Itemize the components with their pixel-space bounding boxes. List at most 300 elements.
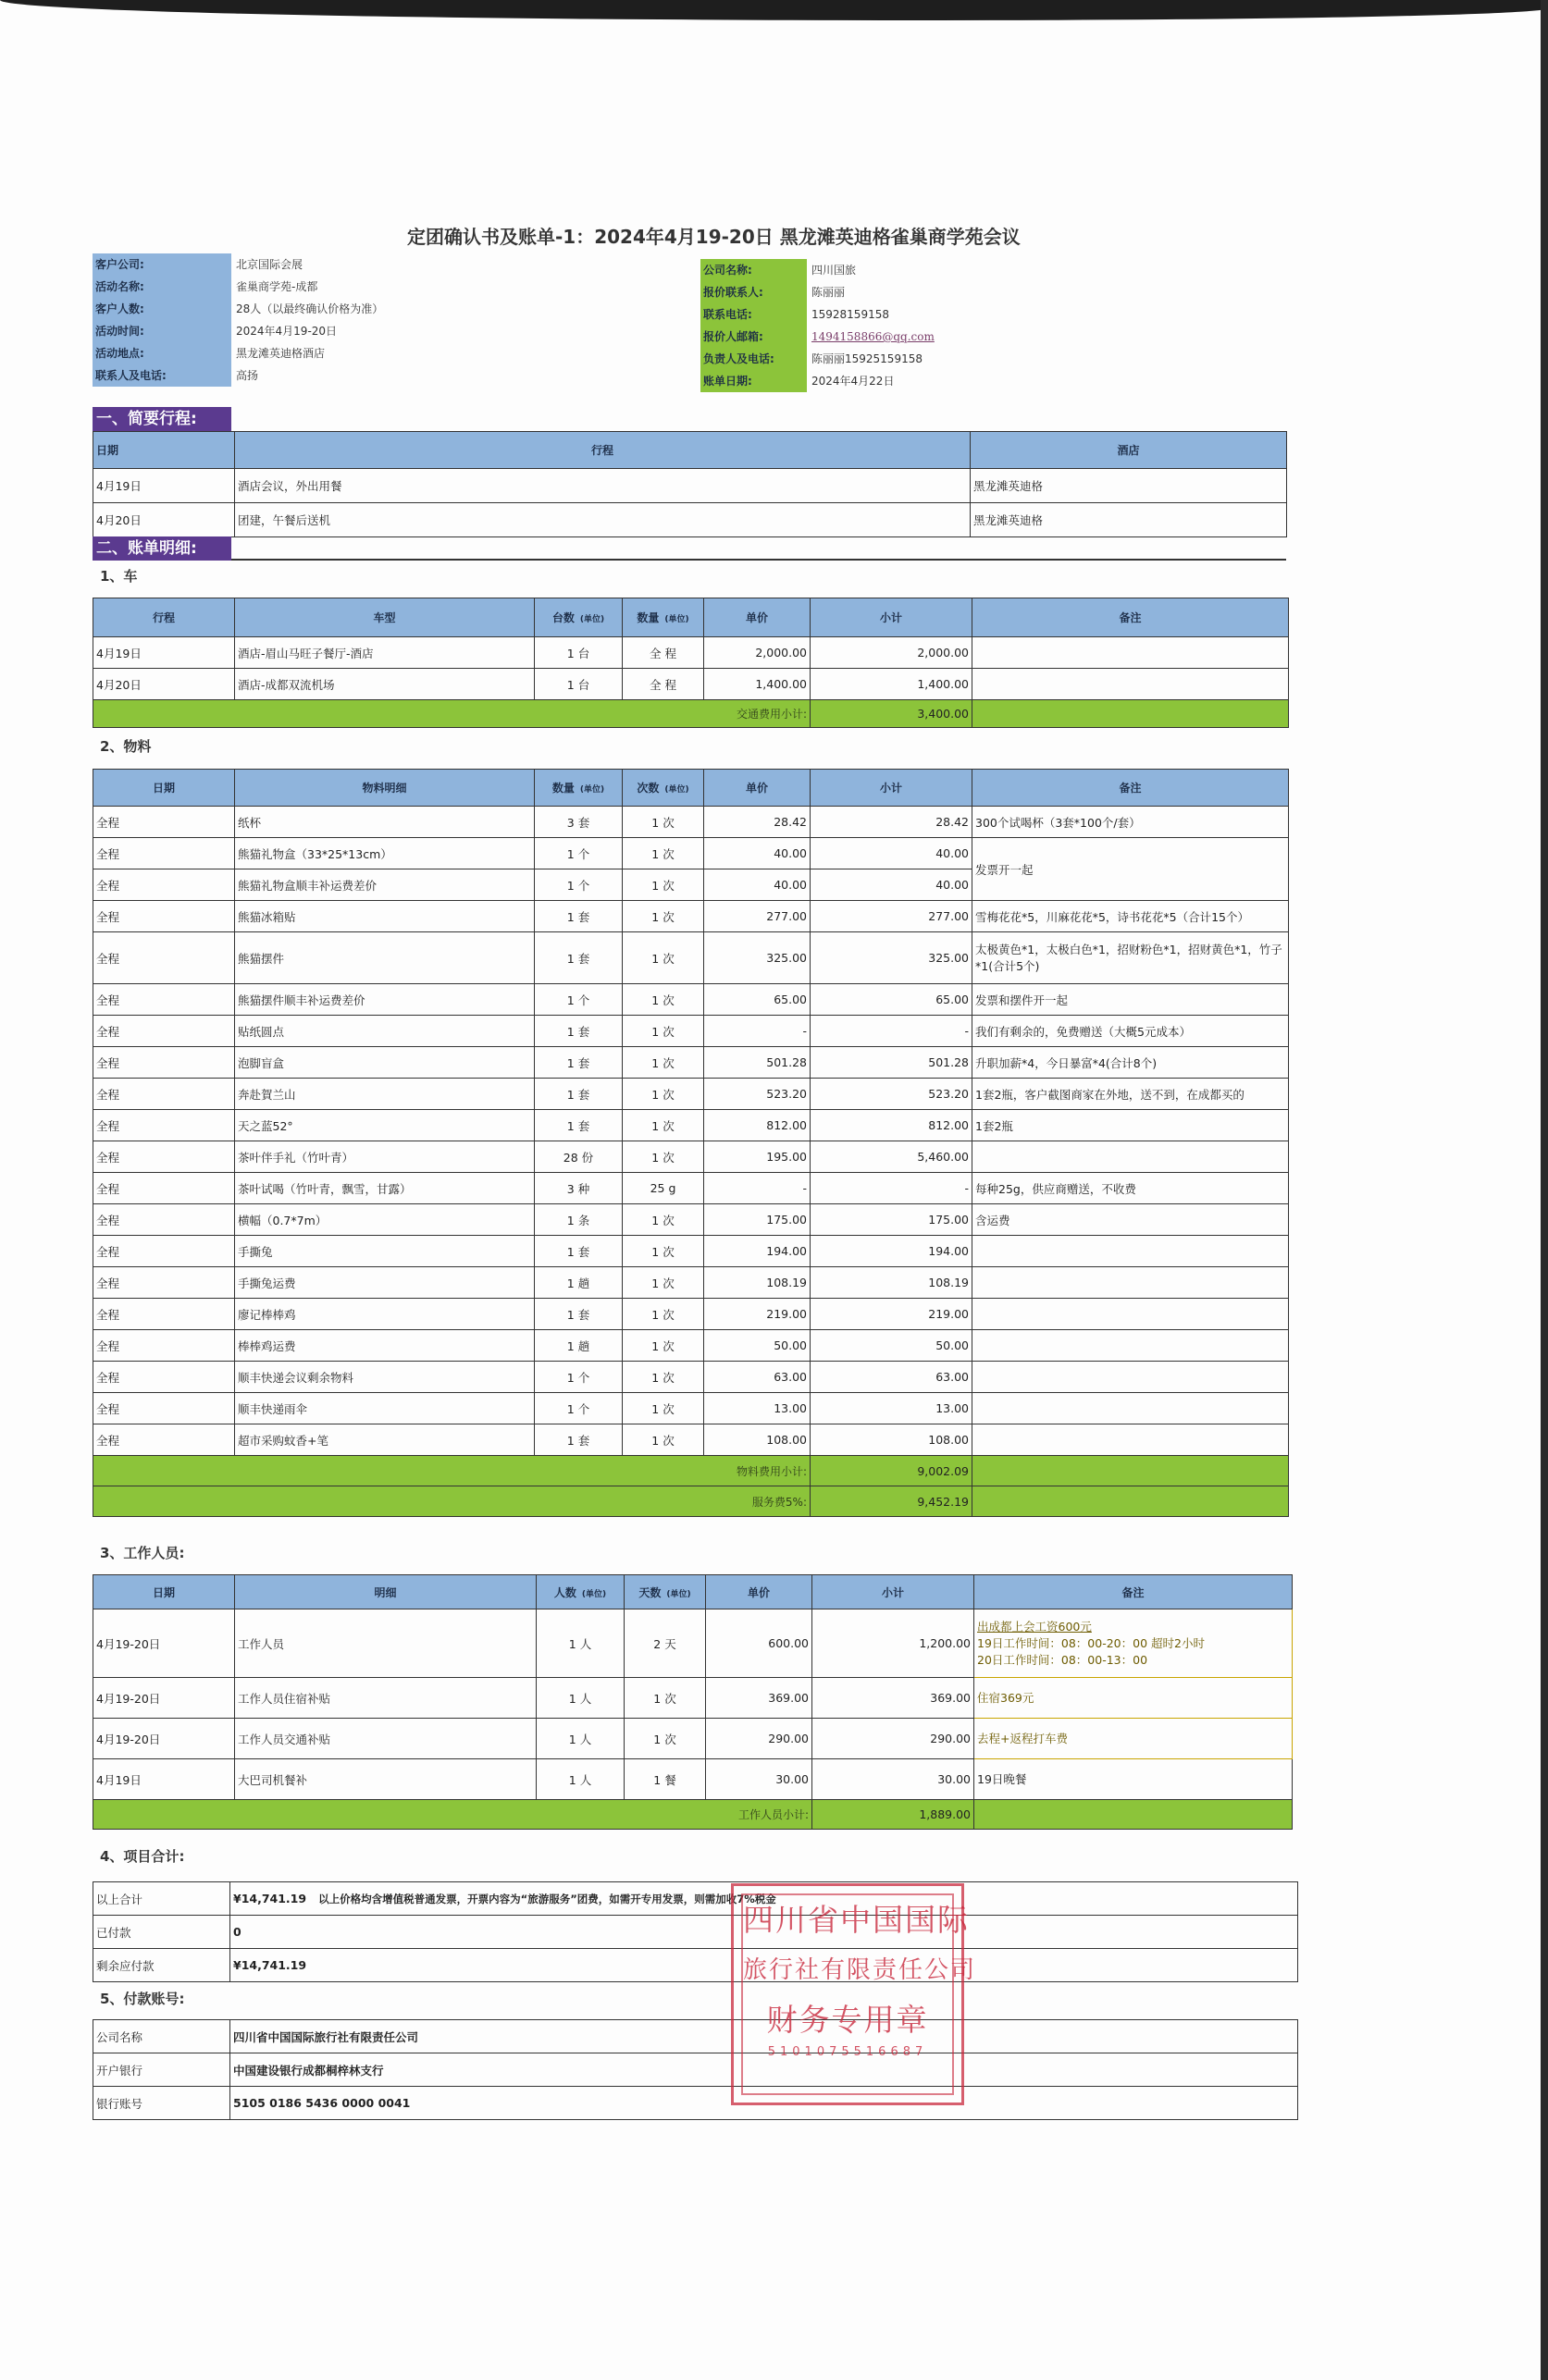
stamp-line: 四川省中国国际 [743,1902,970,1938]
column-header [623,770,704,807]
material-times: 1 次 [623,1079,704,1110]
material-qty: 1 个 [535,838,623,869]
totals-heading: 4、项目合计: [100,1848,185,1865]
staff-people: 1 人 [537,1719,625,1759]
payment-table [93,2019,1298,2120]
column-header: 日期 [93,432,235,469]
materials-table [93,769,1289,1517]
table-row [93,2053,1298,2087]
agency-company: 四川国旅 [811,264,857,277]
material-date: 全程 [93,1173,235,1204]
remaining-label: 剩余应付款 [93,1949,230,1982]
material-price: - [704,1016,811,1047]
table-row [93,637,1289,669]
column-header: 物料明细 [235,770,535,807]
material-subtotal: 13.00 [811,1393,972,1424]
header-label: 数量 [551,782,575,795]
column-header: 单价 [706,1575,812,1609]
table-row [93,1759,1293,1800]
staff-people: 1 人 [537,1759,625,1800]
service-fee-row [93,1486,1289,1517]
event-date: 2024年4月19-20日 [236,325,338,338]
car-price: 1,400.00 [704,669,811,700]
table-row [93,1719,1293,1759]
material-remark [972,1299,1289,1330]
column-header [623,598,704,637]
staff-people: 1 人 [537,1609,625,1678]
material-price: 40.00 [704,869,811,901]
staff-days: 2 天 [625,1609,706,1678]
material-price: 65.00 [704,984,811,1016]
material-price: 277.00 [704,901,811,932]
table-row [93,1609,1293,1678]
material-subtotal: 40.00 [811,869,972,901]
divider [231,559,1286,561]
material-remark: 含运费 [972,1204,1289,1236]
staff-date: 4月19日 [93,1759,235,1800]
material-date: 全程 [93,1047,235,1079]
material-name: 泡脚盲盒 [235,1047,535,1079]
staff-remark [974,1609,1293,1678]
table-row [93,669,1289,700]
material-qty: 1 个 [535,1393,623,1424]
service-fee-label: 服务费5%: [93,1486,811,1517]
material-times: 1 次 [623,1299,704,1330]
empty-cell [974,1800,1293,1830]
client-label: 联系人及电话: [95,369,167,382]
agency-manager: 陈丽丽15925159158 [811,352,923,365]
material-name: 手撕兔运费 [235,1267,535,1299]
material-price: 501.28 [704,1047,811,1079]
client-label: 活动时间: [95,325,144,338]
itinerary-hotel: 黑龙滩英迪格 [971,469,1287,503]
table-row [93,1393,1289,1424]
material-name: 棒棒鸡运费 [235,1330,535,1362]
column-header: 小计 [811,598,972,637]
agency-info [700,259,1089,394]
material-qty: 3 套 [535,807,623,838]
itinerary-date: 4月19日 [93,469,235,503]
stamp-line: 财务专用章 [766,2002,929,2038]
cars-subtotal-label: 交通费用小计: [93,700,811,728]
staff-detail: 工作人员 [235,1609,537,1678]
company-name-label: 公司名称 [93,2020,230,2053]
unit-tag: (单位) [664,615,689,624]
staff-date: 4月19-20日 [93,1609,235,1678]
itinerary-route: 团建，午餐后送机 [235,503,971,537]
staff-subtotal: 30.00 [812,1759,974,1800]
car-type: 酒店-成都双流机场 [235,669,535,700]
section-bill-heading: 二、账单明细: [93,536,231,561]
material-date: 全程 [93,1299,235,1330]
column-header [535,598,623,637]
staff-price: 369.00 [706,1678,812,1719]
material-price: 108.00 [704,1424,811,1456]
material-remark [972,1362,1289,1393]
material-date: 全程 [93,1110,235,1141]
material-subtotal: 108.00 [811,1424,972,1456]
material-name: 熊猫摆件 [235,932,535,984]
material-name: 手撕兔 [235,1236,535,1267]
table-row [93,1141,1289,1173]
table-row [93,1362,1289,1393]
material-price: 219.00 [704,1299,811,1330]
stamp-code: 5101075516687 [767,2045,928,2059]
material-subtotal: 501.28 [811,1047,972,1079]
header-label: 天数 [638,1585,662,1599]
material-date: 全程 [93,1330,235,1362]
cars-heading: 1、车 [100,568,138,585]
remark-line: 19日工作时间：08：00-20：00 超时2小时 [977,1635,1205,1650]
material-times: 1 次 [623,1141,704,1173]
car-count: 1 台 [535,669,623,700]
material-times: 1 次 [623,1204,704,1236]
material-name: 贴纸圆点 [235,1016,535,1047]
material-remark: 300个试喝杯（3套*100个/套） [972,807,1289,838]
material-price: 63.00 [704,1362,811,1393]
materials-heading: 2、物料 [100,738,152,755]
material-date: 全程 [93,838,235,869]
material-name: 茶叶试喝（竹叶青，飘雪，甘露） [235,1173,535,1204]
material-name: 廖记棒棒鸡 [235,1299,535,1330]
material-remark [972,1393,1289,1424]
material-name: 熊猫冰箱贴 [235,901,535,932]
material-date: 全程 [93,1141,235,1173]
client-label: 客户人数: [95,302,144,315]
material-date: 全程 [93,1362,235,1393]
table-row [93,1204,1289,1236]
table-row [93,1424,1289,1456]
table-row [93,2087,1298,2120]
staff-price: 600.00 [706,1609,812,1678]
agency-label: 报价联系人: [703,286,763,299]
staff-price: 290.00 [706,1719,812,1759]
staff-heading: 3、工作人员: [100,1545,185,1561]
agency-email-link[interactable]: 1494158866@qq.com [811,330,935,343]
unit-tag: (单位) [579,785,605,795]
material-times: 1 次 [623,901,704,932]
material-name: 天之蓝52° [235,1110,535,1141]
material-name: 超市采购蚊香+笔 [235,1424,535,1456]
staff-date: 4月19-20日 [93,1678,235,1719]
column-header: 车型 [235,598,535,637]
material-date: 全程 [93,1267,235,1299]
material-remark: 升职加薪*4，今日暴富*4(合计8个) [972,1047,1289,1079]
agency-label: 公司名称: [703,264,752,277]
material-times: 1 次 [623,1267,704,1299]
material-name: 顺丰快递会议剩余物料 [235,1362,535,1393]
staff-remark [974,1719,1293,1759]
material-price: 108.19 [704,1267,811,1299]
remark-line: 19日晚餐 [977,1771,1027,1786]
material-name: 横幅（0.7*7m） [235,1204,535,1236]
table-row [93,984,1289,1016]
agency-info-labels [700,259,807,392]
material-times: 1 次 [623,1424,704,1456]
material-times: 1 次 [623,932,704,984]
material-qty: 1 套 [535,1299,623,1330]
account-label: 银行账号 [93,2087,230,2120]
material-times: 1 次 [623,984,704,1016]
material-remark [972,1424,1289,1456]
table-row [93,1173,1289,1204]
material-subtotal: 325.00 [811,932,972,984]
car-count: 1 台 [535,637,623,669]
material-qty: 1 个 [535,869,623,901]
material-date: 全程 [93,932,235,984]
staff-detail: 大巴司机餐补 [235,1759,537,1800]
material-subtotal: 63.00 [811,1362,972,1393]
material-subtotal: - [811,1016,972,1047]
staff-table [93,1574,1293,1830]
material-qty: 1 趟 [535,1267,623,1299]
material-times: 1 次 [623,838,704,869]
material-times: 1 次 [623,1016,704,1047]
staff-days: 1 次 [625,1678,706,1719]
material-price: 194.00 [704,1236,811,1267]
empty-cell [972,1486,1289,1517]
header-label: 台数 [551,611,575,624]
account-number: 5105 0186 5436 0000 0041 [230,2087,1298,2120]
car-subtotal: 1,400.00 [811,669,972,700]
document-title: 定团确认书及账单-1：2024年4月19-20日 黑龙滩英迪格雀巢商学苑会议 [407,226,1021,248]
material-times: 1 次 [623,1362,704,1393]
table-row [93,1079,1289,1110]
column-header: 单价 [704,770,811,807]
table-row [93,1267,1289,1299]
material-qty: 1 趟 [535,1330,623,1362]
bank-label: 开户银行 [93,2053,230,2087]
client-info [93,253,481,388]
subtotal-row [93,700,1289,728]
table-row [93,1882,1298,1916]
material-date: 全程 [93,1016,235,1047]
payment-heading: 5、付款账号: [100,1991,185,2007]
material-name: 熊猫礼物盒顺丰补运费差价 [235,869,535,901]
column-header: 日期 [93,1575,235,1609]
column-header: 日期 [93,770,235,807]
material-date: 全程 [93,869,235,901]
column-header: 备注 [972,598,1289,637]
material-name: 熊猫摆件顺丰补运费差价 [235,984,535,1016]
table-row [93,1678,1293,1719]
car-type: 酒店-眉山马旺子餐厅-酒店 [235,637,535,669]
bank-value: 中国建设银行成都桐梓林支行 [230,2053,1298,2087]
material-name: 顺丰快递雨伞 [235,1393,535,1424]
material-date: 全程 [93,1393,235,1424]
unit-tag: (单位) [581,1589,607,1599]
material-price: 50.00 [704,1330,811,1362]
material-qty: 1 个 [535,984,623,1016]
client-label: 客户公司: [95,258,144,271]
itinerary-hotel: 黑龙滩英迪格 [971,503,1287,537]
material-times: 1 次 [623,869,704,901]
material-date: 全程 [93,901,235,932]
agency-phone: 15928159158 [811,308,889,321]
agency-label: 负责人及电话: [703,352,774,365]
material-qty: 1 套 [535,1016,623,1047]
column-header [535,770,623,807]
table-row [93,1110,1289,1141]
car-qty: 全 程 [623,637,704,669]
table-row [93,1330,1289,1362]
staff-subtotal: 290.00 [812,1719,974,1759]
material-remark [972,1267,1289,1299]
section-itinerary-heading: 一、简要行程: [93,407,231,431]
staff-subtotal-label: 工作人员小计: [93,1800,812,1830]
itinerary-date: 4月20日 [93,503,235,537]
car-qty: 全 程 [623,669,704,700]
car-route: 4月19日 [93,637,235,669]
bill-date: 2024年4月22日 [811,375,895,388]
staff-subtotal: 1,200.00 [812,1609,974,1678]
material-date: 全程 [93,1236,235,1267]
material-subtotal: 219.00 [811,1299,972,1330]
column-header: 小计 [811,770,972,807]
material-times: 1 次 [623,1047,704,1079]
staff-detail: 工作人员住宿补贴 [235,1678,537,1719]
material-remark: 发票和摆件开一起 [972,984,1289,1016]
header-label: 人数 [553,1585,576,1599]
client-label: 活动地点: [95,347,144,360]
material-qty: 1 套 [535,1424,623,1456]
table-row [93,469,1287,503]
material-date: 全程 [93,1204,235,1236]
invoice-note: 以上价格均含增值税普通发票，开票内容为“旅游服务”团费，如需开专用发票，则需加收7%税金 [318,1892,776,1905]
remark-line: 去程+返程打车费 [977,1731,1068,1745]
agency-quote-contact: 陈丽丽 [811,286,846,299]
service-fee-value: 9,452.19 [811,1486,972,1517]
client-info-labels [93,253,231,387]
material-subtotal: - [811,1173,972,1204]
remaining-value: ¥14,741.19 [230,1949,1298,1982]
material-times: 1 次 [623,1236,704,1267]
scan-shadow-right [1541,0,1548,2380]
cars-table [93,598,1289,728]
itinerary-route: 酒店会议，外出用餐 [235,469,971,503]
material-date: 全程 [93,984,235,1016]
material-times: 1 次 [623,1330,704,1362]
staff-remark [974,1678,1293,1719]
material-qty: 1 套 [535,1110,623,1141]
staff-days: 1 次 [625,1719,706,1759]
material-qty: 1 个 [535,1362,623,1393]
staff-subtotal: 369.00 [812,1678,974,1719]
car-subtotal: 2,000.00 [811,637,972,669]
agency-label: 报价人邮箱: [703,330,763,343]
column-header: 备注 [972,770,1289,807]
header-label: 数量 [637,611,660,624]
material-subtotal: 65.00 [811,984,972,1016]
materials-rows [93,807,1289,1456]
stamp-inner-border [741,1893,977,2095]
materials-subtotal-value: 9,002.09 [811,1456,972,1486]
event-name: 雀巢商学苑-成都 [236,280,318,293]
staff-remark [974,1759,1293,1800]
staff-date: 4月19-20日 [93,1719,235,1759]
unit-tag: (单位) [666,1589,691,1599]
stamp-line: 旅行社有限责任公司 [743,1956,977,1984]
column-header: 酒店 [971,432,1287,469]
materials-subtotal-label: 物料费用小计: [93,1456,811,1486]
material-price: 523.20 [704,1079,811,1110]
material-times: 1 次 [623,1110,704,1141]
material-remark [972,1330,1289,1362]
table-row [93,932,1289,984]
material-price: 40.00 [704,838,811,869]
material-subtotal: 523.20 [811,1079,972,1110]
material-price: 28.42 [704,807,811,838]
material-subtotal: 108.19 [811,1267,972,1299]
car-price: 2,000.00 [704,637,811,669]
column-header: 单价 [704,598,811,637]
material-price: 325.00 [704,932,811,984]
staff-people: 1 人 [537,1678,625,1719]
car-route: 4月20日 [93,669,235,700]
material-qty: 1 套 [535,1047,623,1079]
event-location: 黑龙滩英迪格酒店 [236,347,326,360]
material-remark: 1套2瓶，客户截图商家在外地，送不到，在成都买的 [972,1079,1289,1110]
staff-detail: 工作人员交通补贴 [235,1719,537,1759]
material-date: 全程 [93,1079,235,1110]
column-header: 明细 [235,1575,537,1609]
material-price: 812.00 [704,1110,811,1141]
material-subtotal: 40.00 [811,838,972,869]
material-qty: 1 套 [535,1236,623,1267]
material-date: 全程 [93,1424,235,1456]
agency-label: 账单日期: [703,375,752,388]
itinerary-table [93,431,1287,537]
material-name: 茶叶伴手礼（竹叶青） [235,1141,535,1173]
column-header: 备注 [974,1575,1293,1609]
staff-price: 30.00 [706,1759,812,1800]
empty-cell [972,1456,1289,1486]
table-row [93,901,1289,932]
material-qty: 1 条 [535,1204,623,1236]
totals-table [93,1881,1298,1982]
material-subtotal: 277.00 [811,901,972,932]
table-row [93,807,1289,838]
material-remark: 雪梅花花*5，川麻花花*5，诗书花花*5（合计15个） [972,901,1289,932]
finance-stamp [731,1883,977,2105]
material-times: 25 g [623,1173,704,1204]
unit-tag: (单位) [664,785,689,795]
material-remark: 我们有剩余的，免费赠送（大概5元成本） [972,1016,1289,1047]
material-date: 全程 [93,807,235,838]
staff-subtotal-value: 1,889.00 [812,1800,974,1830]
client-label: 活动名称: [95,280,144,293]
table-row [93,1016,1289,1047]
client-headcount: 28人（以最终确认价格为准） [236,302,384,315]
car-remark [972,669,1289,700]
remark-line: 20日工作时间：08：00-13：00 [977,1652,1148,1667]
material-subtotal: 28.42 [811,807,972,838]
subtotal-row [93,1800,1293,1830]
material-subtotal: 50.00 [811,1330,972,1362]
column-header [537,1575,625,1609]
header-label: 次数 [637,782,660,795]
material-subtotal: 812.00 [811,1110,972,1141]
material-price: 13.00 [704,1393,811,1424]
material-name: 奔赴賀兰山 [235,1079,535,1110]
material-qty: 1 套 [535,1079,623,1110]
material-qty: 1 套 [535,932,623,984]
column-header: 行程 [93,598,235,637]
total-amount: ¥14,741.19 [233,1891,307,1905]
material-remark: 发票开一起 [972,838,1289,901]
material-qty: 28 份 [535,1141,623,1173]
paid-value: 0 [230,1916,1298,1949]
